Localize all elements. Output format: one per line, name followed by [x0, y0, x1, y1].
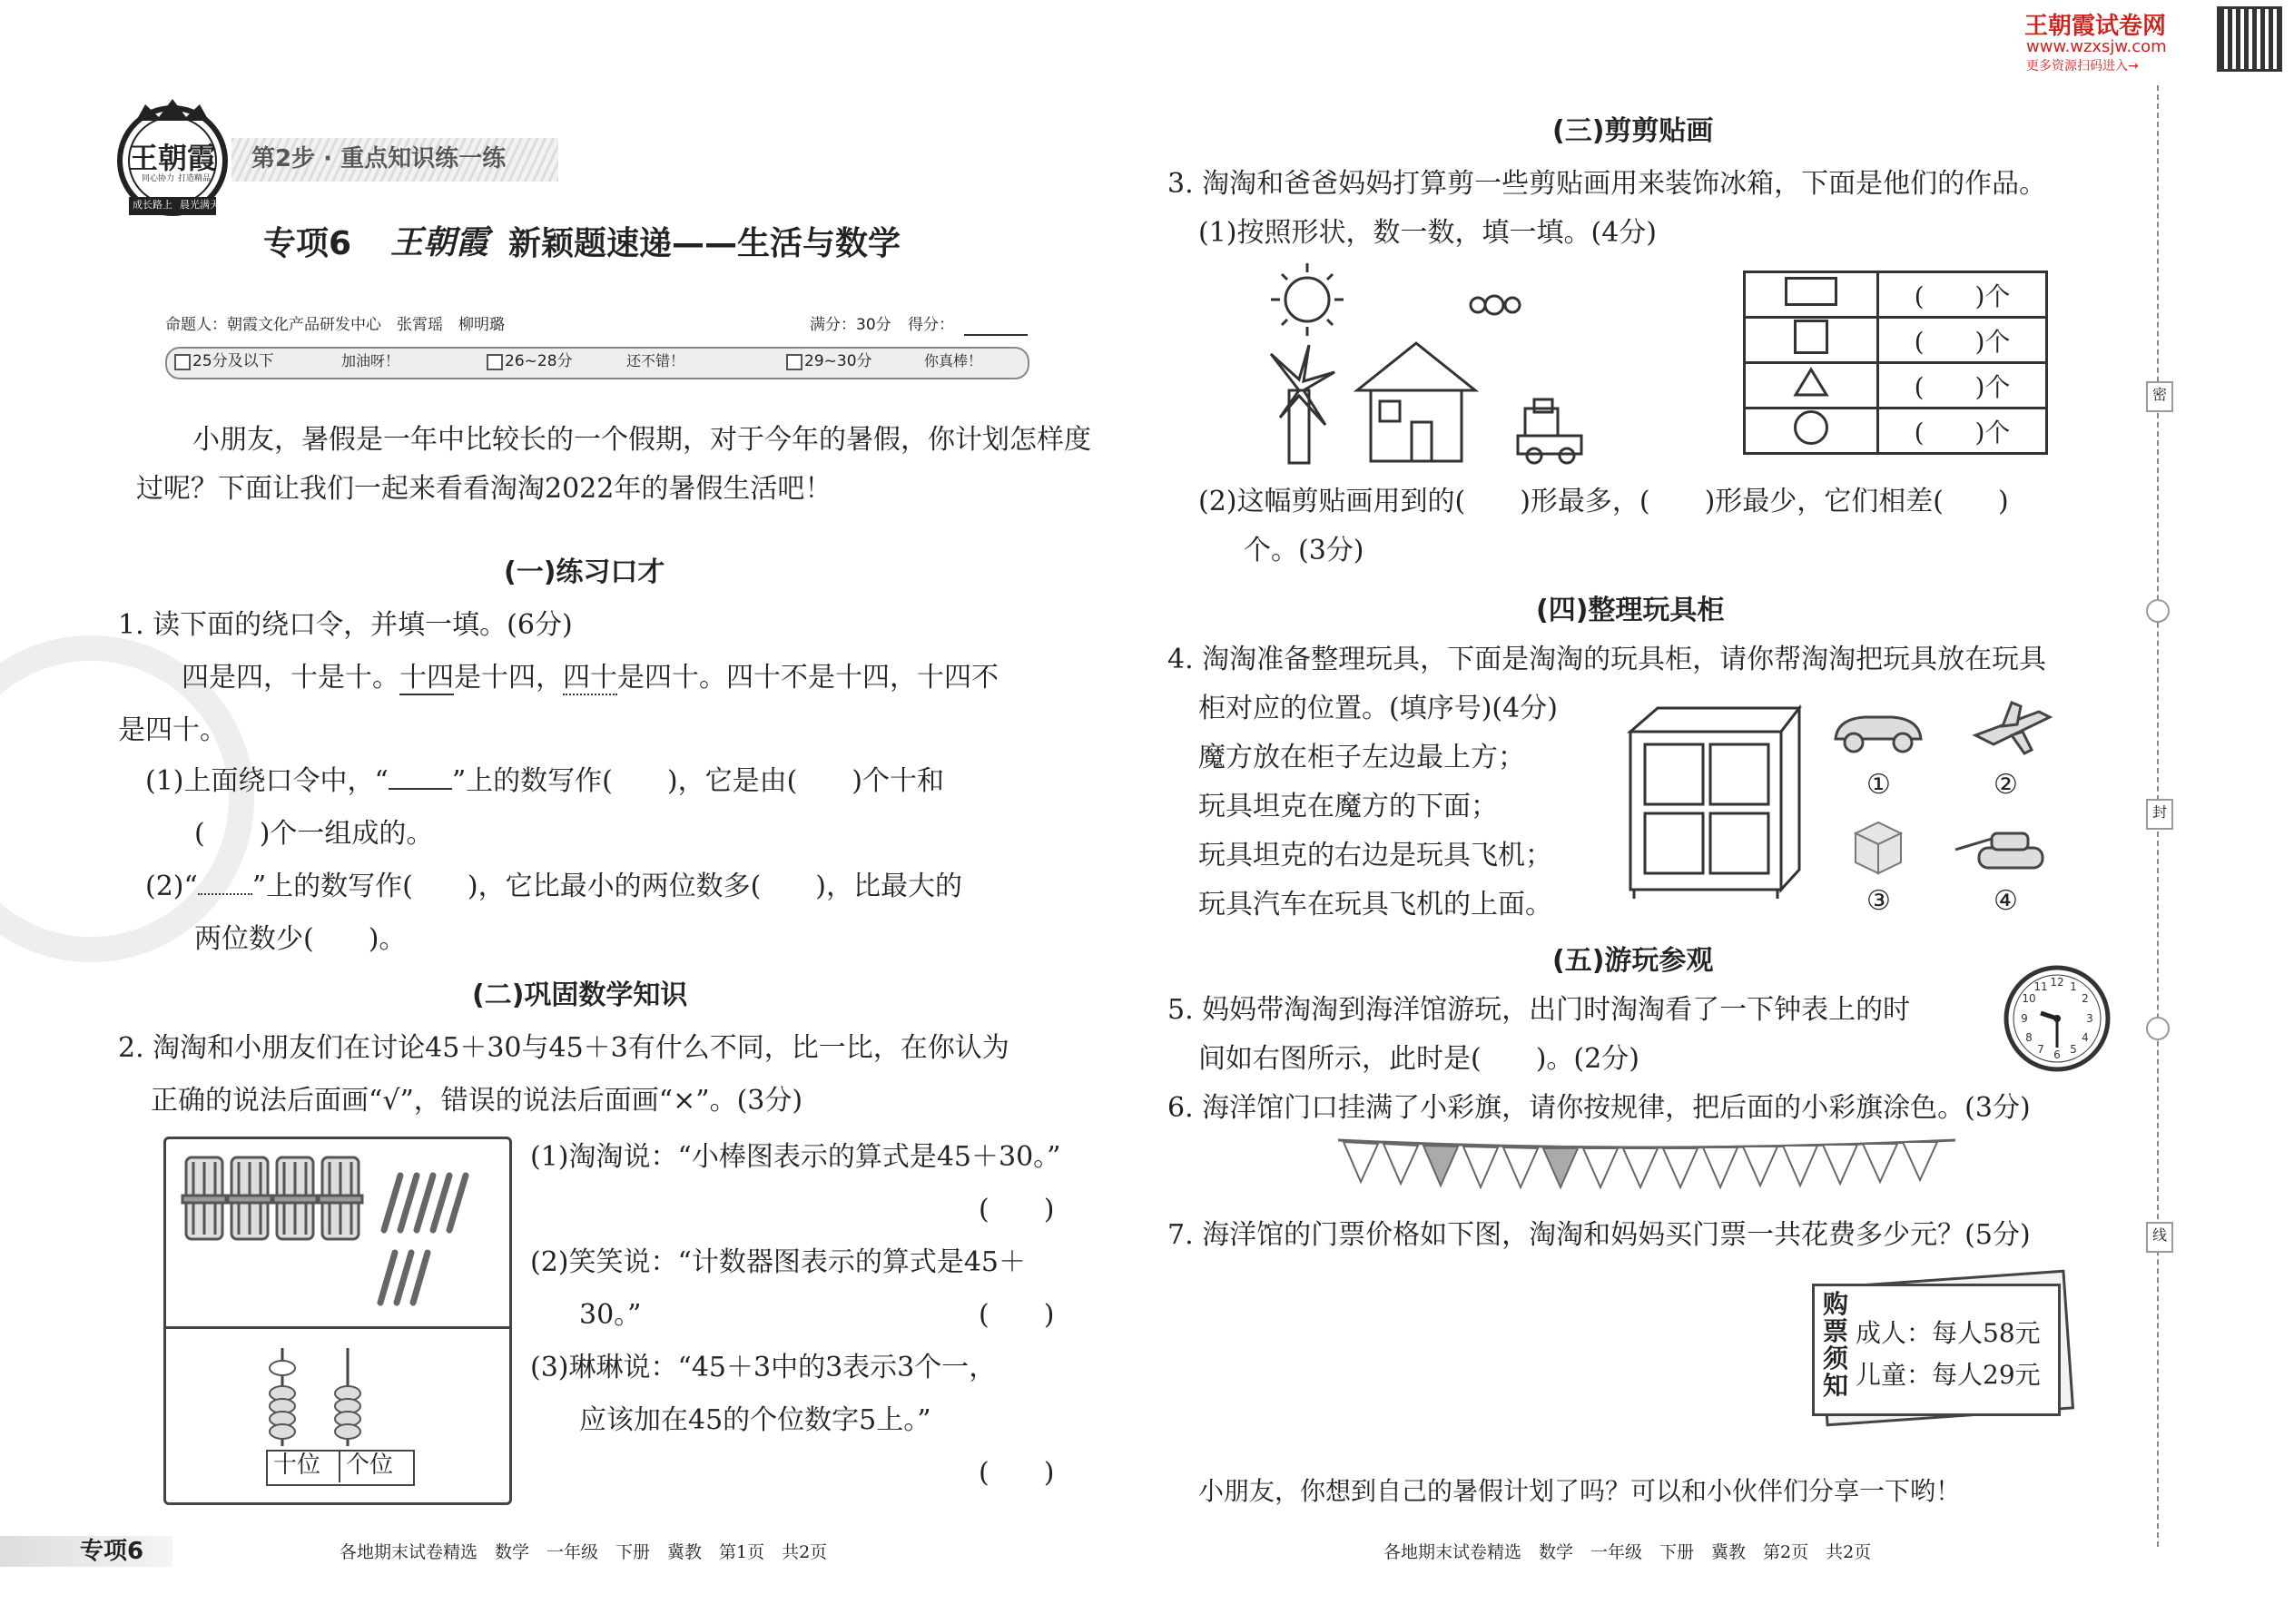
circle-icon [1794, 410, 1828, 445]
q4-clue-4: 玩具汽车在玩具飞机的上面。 [1198, 889, 1552, 920]
q2-2-answer[interactable]: ( ) [979, 1299, 1055, 1331]
title-brand: 王朝霞 [390, 223, 489, 261]
footer-right: 各地期末试卷精选 数学 一年级 下册 冀教 第2页 共2页 [1383, 1542, 1872, 1562]
rectangle-icon [1785, 277, 1837, 306]
question-5-line-1: 5. 妈妈带淘淘到海洋馆游玩，出门时淘淘看了一下钟表上的时 [1167, 994, 1911, 1026]
windmill-icon [1271, 345, 1334, 463]
circle-count[interactable]: ( )个 [1878, 408, 2047, 454]
toy-tank-icon [1952, 817, 2061, 875]
logo-motto-4: 打造精品 [178, 174, 212, 183]
rating-comment-3: 你真棒！ [924, 352, 983, 369]
clock-icon [2001, 962, 2113, 1075]
q2-1-answer[interactable]: ( ) [979, 1194, 1055, 1225]
rectangle-count[interactable]: ( )个 [1878, 272, 2047, 318]
svg-text:11: 11 [2033, 980, 2048, 993]
q2-2-line-2: 30。” [579, 1299, 642, 1331]
rating-range-3: 29~30分 [804, 352, 872, 370]
toy-car-icon [1828, 703, 1928, 757]
svg-text:7: 7 [2037, 1043, 2044, 1056]
tongue-twister [182, 661, 1089, 695]
q3-1: (1)按照形状，数一数，填一填。(4分) [1198, 217, 1657, 249]
q1-2-wavy-blank [198, 873, 252, 895]
q2-3-line-1: (3)琳琳说：“45＋3中的3表示3个一， [530, 1352, 997, 1383]
square-icon [1794, 320, 1828, 354]
watermark-brand: 王朝霞试卷网 [2024, 13, 2167, 40]
collage-picture [1244, 254, 1643, 472]
side-mark-1: 密 [2146, 381, 2173, 412]
logo-motto-1: 成长路上 [133, 199, 172, 211]
q1-1-part-1: (1)上面绕口令中，“ [145, 765, 389, 797]
full-score: 满分：30分 [810, 316, 891, 334]
bunting-flags-icon[interactable] [1338, 1135, 1955, 1198]
authors: 命题人：朝霞文化产品研发中心 张霄瑶 柳明璐 [165, 316, 505, 334]
q1-2-part-2: ”上的数写作( )，它比最小的两位数多( )，比最大的 [251, 871, 962, 902]
abacus-label-tens: 十位 [273, 1452, 321, 1479]
section-2-heading: (二)巩固数学知识 [472, 979, 688, 1011]
rating-comment-1: 加油呀！ [341, 352, 400, 369]
ticket-child: 儿童：每人29元 [1856, 1360, 2041, 1390]
footer-tag: 专项6 [80, 1538, 144, 1565]
svg-text:6: 6 [2053, 1048, 2061, 1061]
section-1-heading: (一)练习口才 [504, 556, 665, 588]
truck-icon [1518, 399, 1581, 463]
intro-line-2: 过呢？下面让我们一起来看看淘淘2022年的暑假生活吧！ [136, 473, 832, 505]
section-3-heading: (三)剪剪贴画 [1552, 115, 1714, 147]
side-dot-2 [2146, 1017, 2170, 1040]
footer-left: 各地期末试卷精选 数学 一年级 下册 冀教 第1页 共2页 [340, 1542, 828, 1562]
tongue-part-1: 四是四，十是十。 [182, 662, 399, 694]
question-5-line-2: 间如右图所示，此时是( )。(2分) [1198, 1043, 1639, 1075]
toy-plane-icon [1966, 699, 2057, 759]
shape-count-table [1743, 271, 2048, 455]
ticket-title-2: 票 [1823, 1316, 1849, 1346]
q4-clue-2: 玩具坦克在魔方的下面； [1198, 791, 1498, 822]
svg-text:4: 4 [2082, 1031, 2089, 1044]
title-prefix: 专项6 [263, 225, 352, 262]
section-4-heading: (四)整理玩具柜 [1536, 595, 1725, 626]
house-icon [1357, 343, 1475, 461]
rating-range-2: 26~28分 [505, 352, 573, 370]
question-2-line-2: 正确的说法后面画“√”，错误的说法后面画“×”。(3分) [151, 1085, 803, 1117]
step-banner [231, 138, 558, 182]
circles-icon [1471, 296, 1520, 314]
page-title: 新颖题速递——生活与数学 [508, 225, 901, 262]
sun-icon [1271, 263, 1344, 336]
watermark-hint: 更多资源扫码进入→ [2026, 59, 2139, 74]
svg-text:10: 10 [2022, 992, 2036, 1005]
q3-2-line-1: (2)这幅剪贴画用到的( )形最多，( )形最少，它们相差( ) [1198, 486, 2009, 517]
rating-comment-2: 还不错！ [626, 352, 685, 369]
q2-3-line-2: 应该加在45的个位数字5上。” [579, 1404, 931, 1436]
rating-bar [165, 347, 1029, 379]
watermark [2015, 7, 2288, 80]
logo-motto-3: 同心协力 [142, 174, 175, 183]
section-5-heading: (五)游玩参观 [1552, 945, 1714, 977]
svg-text:9: 9 [2021, 1012, 2028, 1025]
tongue-part-2: 是十四， [454, 662, 563, 694]
svg-text:3: 3 [2086, 1012, 2093, 1025]
ticket-title-4: 知 [1823, 1371, 1849, 1401]
tongue-wavy-40: 四十 [563, 662, 617, 694]
abacus-label-ones: 个位 [346, 1452, 394, 1479]
q1-2-part-1: (2)“ [145, 871, 198, 902]
closing-text: 小朋友，你想到自己的暑假计划了吗？可以和小伙伴们分享一下哟！ [1198, 1476, 1962, 1506]
q2-1: (1)淘淘说：“小棒图表示的算式是45＋30。” [530, 1141, 1061, 1173]
tongue-underlined-14: 十四 [399, 662, 454, 694]
question-7: 7. 海洋馆的门票价格如下图，淘淘和妈妈买门票一共花费多少元？(5分) [1167, 1219, 2031, 1251]
score-label: 得分： [908, 316, 954, 334]
q1-1-part-3: ( )个一组成的。 [194, 818, 434, 850]
rating-checkbox-3[interactable] [786, 354, 802, 370]
svg-text:8: 8 [2025, 1031, 2033, 1044]
question-1: 1. 读下面的绕口令，并填一填。(6分) [118, 609, 573, 641]
q1-1-underline-blank [389, 768, 452, 790]
logo-motto-2: 晨光满天 [180, 199, 220, 211]
question-4-line-1: 4. 淘淘准备整理玩具，下面是淘淘的玩具柜，请你帮淘淘把玩具放在玩具 [1167, 644, 2047, 675]
abacus-icon [248, 1339, 375, 1448]
stick-bundles-icon [166, 1139, 509, 1326]
tongue-part-4: 是四十。 [118, 714, 227, 746]
q2-2-line-1: (2)笑笑说：“计数器图表示的算式是45＋ [530, 1246, 1027, 1278]
q4-clue-3: 玩具坦克的右边是玩具飞机； [1198, 840, 1552, 871]
q4-clue-1: 魔方放在柜子左边最上方； [1198, 742, 1525, 773]
tongue-part-3: 是四十。四十不是十四，十四不 [617, 662, 999, 694]
rubiks-cube-icon [1846, 815, 1910, 879]
ticket-title-1: 购 [1823, 1289, 1849, 1319]
ticket-notice [1808, 1271, 2072, 1416]
ticket-title-3: 须 [1823, 1343, 1849, 1373]
intro-line-1: 小朋友，暑假是一年中比较长的一个假期，对于今年的暑假，你计划怎样度 [192, 424, 1091, 456]
q1-2-part-3: 两位数少( )。 [194, 923, 407, 955]
rating-range-1: 25分及以下 [192, 352, 274, 370]
triangle-icon [1793, 367, 1829, 398]
sticks-abacus-figure [163, 1137, 512, 1505]
svg-text:5: 5 [2070, 1043, 2077, 1056]
toy-label-2: ② [1994, 769, 2018, 801]
svg-text:2: 2 [2082, 992, 2089, 1005]
question-6: 6. 海洋馆门口挂满了小彩旗，请你按规律，把后面的小彩旗涂色。(3分) [1167, 1092, 2031, 1124]
watermark-url[interactable]: www.wzxsjw.com [2026, 37, 2167, 56]
question-3: 3. 淘淘和爸爸妈妈打算剪一些剪贴画用来装饰冰箱，下面是他们的作品。 [1167, 168, 2047, 200]
q3-2-line-2: 个。(3分) [1244, 535, 1364, 566]
toy-label-1: ① [1866, 769, 1891, 801]
svg-text:1: 1 [2070, 980, 2077, 993]
toy-label-4: ④ [1994, 885, 2018, 917]
svg-text:12: 12 [2050, 976, 2064, 989]
toy-cabinet-icon [1621, 704, 1808, 901]
rating-checkbox-1[interactable] [174, 354, 191, 370]
rating-checkbox-2[interactable] [487, 354, 503, 370]
q2-3-answer[interactable]: ( ) [979, 1457, 1055, 1489]
side-dot-1 [2146, 599, 2170, 623]
q1-1-part-2: ”上的数写作( )，它是由( )个十和 [451, 765, 944, 797]
triangle-count[interactable]: ( )个 [1878, 363, 2047, 408]
toy-label-3: ③ [1866, 885, 1891, 917]
ticket-adult: 成人：每人58元 [1856, 1318, 2041, 1348]
question-4-line-2: 柜对应的位置。(填序号)(4分) [1198, 693, 1558, 724]
logo-name: 王朝霞 [129, 141, 217, 175]
square-count[interactable]: ( )个 [1878, 318, 2047, 363]
score-input[interactable] [964, 334, 1028, 336]
brand-logo [109, 95, 236, 222]
question-2-line-1: 2. 淘淘和小朋友们在讨论45＋30与45＋3有什么不同，比一比，在你认为 [118, 1032, 1009, 1064]
step-label: 第2步 · 重点知识练一练 [251, 145, 507, 172]
qr-code-icon[interactable] [2220, 9, 2279, 69]
side-mark-3: 线 [2146, 1222, 2173, 1253]
side-mark-2: 封 [2146, 799, 2173, 830]
